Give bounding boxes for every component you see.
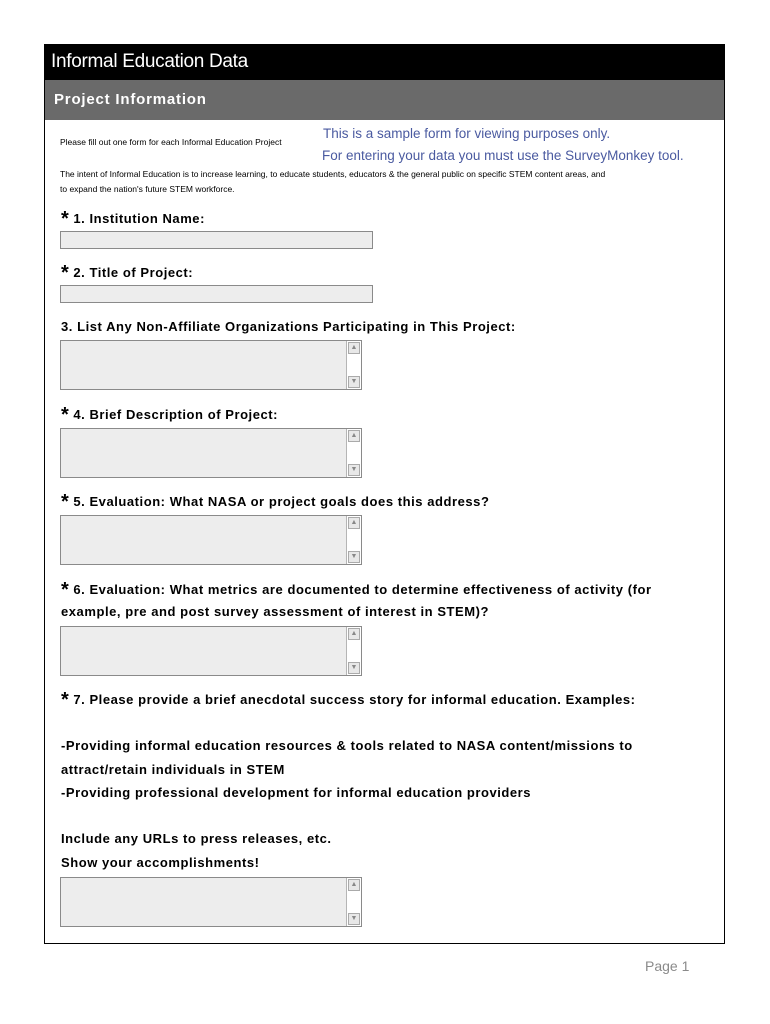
question-3-label: 3. List Any Non-Affiliate Organizations Participating in This Project: — [61, 319, 516, 334]
scroll-down-icon[interactable]: ▼ — [348, 551, 360, 563]
form-title: Informal Education Data — [51, 51, 248, 72]
required-marker: * — [61, 579, 70, 601]
urls-instruction: Include any URLs to press releases, etc. — [61, 831, 332, 846]
accomplishments-instruction: Show your accomplishments! — [61, 855, 260, 870]
surveymonkey-notice: For entering your data you must use the SurveyMonkey tool. — [322, 148, 684, 163]
project-title-input[interactable] — [60, 285, 373, 303]
scroll-down-icon[interactable]: ▼ — [348, 376, 360, 388]
form-frame — [44, 44, 725, 944]
scroll-up-icon[interactable]: ▲ — [348, 430, 360, 442]
required-marker: * — [61, 208, 70, 230]
question-6-label-line1: * 6. Evaluation: What metrics are documented to determine effectiveness of activity (for — [61, 579, 652, 601]
example-line-2: attract/retain individuals in STEM — [61, 762, 285, 777]
title-bar — [45, 45, 724, 80]
non-affiliate-orgs-textarea[interactable] — [60, 340, 362, 390]
example-line-3: -Providing professional development for informal education providers — [61, 785, 532, 800]
required-marker: * — [61, 491, 70, 513]
question-2-label: * 2. Title of Project: — [61, 262, 194, 284]
required-marker: * — [61, 404, 70, 426]
metrics-textarea[interactable] — [60, 626, 362, 676]
question-4-label: * 4. Brief Description of Project: — [61, 404, 279, 426]
page-number: Page 1 — [645, 958, 690, 974]
textarea-scrollbar[interactable] — [346, 878, 361, 926]
institution-name-input[interactable] — [60, 231, 373, 249]
sample-notice: This is a sample form for viewing purposes only. — [323, 126, 611, 141]
intent-text-line1: The intent of Informal Education is to increase learning, to educate students, educators & the general public on specific STEM content areas, and — [60, 169, 606, 179]
scroll-up-icon[interactable]: ▲ — [348, 628, 360, 640]
scroll-up-icon[interactable]: ▲ — [348, 517, 360, 529]
textarea-scrollbar[interactable] — [346, 429, 361, 477]
scroll-down-icon[interactable]: ▼ — [348, 662, 360, 674]
question-5-label: * 5. Evaluation: What NASA or project goals does this address? — [61, 491, 490, 513]
scroll-up-icon[interactable]: ▲ — [348, 879, 360, 891]
project-description-textarea[interactable] — [60, 428, 362, 478]
textarea-scrollbar[interactable] — [346, 341, 361, 389]
section-title: Project Information — [54, 91, 207, 108]
question-6-label-line2: example, pre and post survey assessment of interest in STEM)? — [61, 604, 490, 619]
goals-textarea[interactable] — [60, 515, 362, 565]
required-marker: * — [61, 262, 70, 284]
example-line-1: -Providing informal education resources & tools related to NASA content/missions to — [61, 738, 633, 753]
scroll-down-icon[interactable]: ▼ — [348, 464, 360, 476]
scroll-up-icon[interactable]: ▲ — [348, 342, 360, 354]
required-marker: * — [61, 689, 70, 711]
question-7-label: * 7. Please provide a brief anecdotal success story for informal education. Examples: — [61, 689, 636, 711]
textarea-scrollbar[interactable] — [346, 627, 361, 675]
success-story-textarea[interactable] — [60, 877, 362, 927]
scroll-down-icon[interactable]: ▼ — [348, 913, 360, 925]
question-1-label: * 1. Institution Name: — [61, 208, 205, 230]
intro-instruction: Please fill out one form for each Informal Education Project — [60, 137, 282, 147]
textarea-scrollbar[interactable] — [346, 516, 361, 564]
section-bar — [45, 80, 724, 120]
intent-text-line2: to expand the nation's future STEM workforce. — [60, 184, 235, 194]
